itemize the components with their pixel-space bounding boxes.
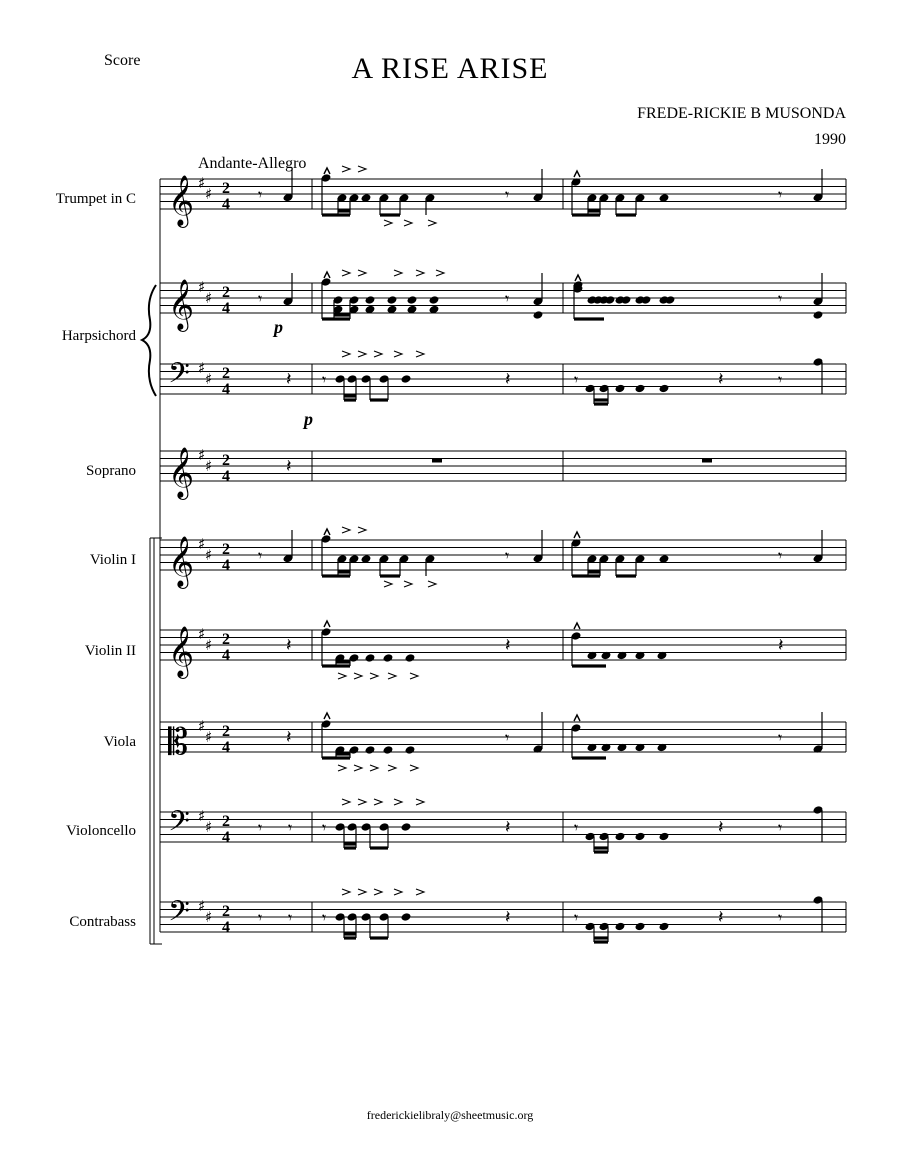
beam bbox=[336, 660, 350, 663]
sharp-icon: ♯ bbox=[198, 897, 206, 915]
accent-icon bbox=[416, 270, 424, 276]
quarter-rest-icon: 𝄽 bbox=[505, 635, 511, 656]
accent-icon bbox=[370, 765, 378, 771]
beam bbox=[322, 574, 350, 577]
beam bbox=[572, 574, 600, 577]
accent-icon bbox=[338, 765, 346, 771]
eighth-rest-icon: 𝄾 bbox=[778, 546, 783, 565]
bass-clef-icon: 𝄢 bbox=[168, 805, 190, 845]
note-head bbox=[383, 653, 394, 663]
eighth-rest-icon: 𝄾 bbox=[778, 289, 783, 308]
accent-icon bbox=[416, 351, 424, 357]
eighth-rest-icon: 𝄾 bbox=[322, 370, 327, 389]
accent-icon bbox=[374, 351, 382, 357]
accent-icon bbox=[410, 673, 418, 679]
accent-icon bbox=[358, 889, 366, 895]
quarter-rest-icon: 𝄽 bbox=[286, 369, 292, 390]
time-signature-top: 2 bbox=[222, 541, 230, 558]
treble-clef-icon: 𝄞 bbox=[168, 279, 195, 330]
sharp-icon: ♯ bbox=[205, 457, 213, 475]
bass-clef-icon: 𝄢 bbox=[168, 357, 190, 397]
note-head bbox=[429, 295, 440, 305]
beam bbox=[334, 313, 350, 316]
beam bbox=[574, 317, 604, 320]
quarter-rest-icon: 𝄽 bbox=[286, 456, 292, 477]
treble-clef-icon: 𝄞 bbox=[168, 175, 195, 226]
note-head bbox=[615, 922, 626, 932]
accent-icon bbox=[342, 889, 350, 895]
quarter-rest-icon: 𝄽 bbox=[778, 635, 784, 656]
sharp-icon: ♯ bbox=[198, 446, 206, 464]
beam bbox=[572, 213, 600, 216]
accent-icon bbox=[358, 799, 366, 805]
whole-rest-icon bbox=[432, 459, 442, 463]
sharp-icon: ♯ bbox=[205, 546, 213, 564]
accent-icon bbox=[394, 889, 402, 895]
sharp-icon: ♯ bbox=[198, 174, 206, 192]
note-head bbox=[401, 374, 412, 384]
marcato-icon bbox=[324, 272, 330, 278]
quarter-rest-icon: 𝄽 bbox=[286, 635, 292, 656]
eighth-rest-icon: 𝄾 bbox=[778, 818, 783, 837]
accent-icon bbox=[358, 166, 366, 172]
sharp-icon: ♯ bbox=[205, 289, 213, 307]
note-head bbox=[659, 922, 670, 932]
beam bbox=[594, 846, 608, 849]
eighth-rest-icon: 𝄾 bbox=[288, 908, 293, 927]
accent-icon bbox=[374, 799, 382, 805]
beam bbox=[338, 570, 350, 573]
eighth-rest-icon: 𝄾 bbox=[505, 728, 510, 747]
sharp-icon: ♯ bbox=[198, 625, 206, 643]
note-head bbox=[635, 384, 646, 394]
beam bbox=[616, 574, 636, 577]
time-signature-top: 2 bbox=[222, 452, 230, 469]
whole-rest-icon bbox=[702, 459, 712, 463]
note-head bbox=[365, 653, 376, 663]
eighth-rest-icon: 𝄾 bbox=[258, 546, 263, 565]
beam bbox=[594, 940, 608, 943]
accent-icon bbox=[416, 889, 424, 895]
time-signature-top: 2 bbox=[222, 903, 230, 920]
marcato-icon bbox=[324, 713, 330, 719]
sharp-icon: ♯ bbox=[205, 185, 213, 203]
score-label: Score bbox=[104, 52, 141, 69]
instrument-label-soprano: Soprano bbox=[86, 463, 136, 479]
beam bbox=[344, 936, 356, 939]
year: 1990 bbox=[814, 131, 846, 148]
sharp-icon: ♯ bbox=[198, 807, 206, 825]
eighth-rest-icon: 𝄾 bbox=[574, 908, 579, 927]
accent-icon bbox=[342, 270, 350, 276]
note-head bbox=[635, 832, 646, 842]
beam bbox=[588, 209, 600, 212]
time-signature-bottom: 4 bbox=[222, 196, 230, 213]
instrument-label-contrabass: Contrabass bbox=[69, 914, 136, 930]
beam bbox=[616, 213, 636, 216]
bass-clef-icon: 𝄢 bbox=[168, 895, 190, 935]
harpsichord-brace bbox=[142, 285, 156, 396]
sharp-icon: ♯ bbox=[205, 908, 213, 926]
alto-clef-icon: 𝄡 bbox=[168, 722, 189, 763]
time-signature-bottom: 4 bbox=[222, 829, 230, 846]
note-head bbox=[401, 912, 412, 922]
eighth-rest-icon: 𝄾 bbox=[778, 370, 783, 389]
time-signature-bottom: 4 bbox=[222, 381, 230, 398]
accent-icon bbox=[384, 581, 392, 587]
accent-icon bbox=[436, 270, 444, 276]
quarter-rest-icon: 𝄽 bbox=[505, 817, 511, 838]
beam bbox=[370, 936, 388, 939]
accent-icon bbox=[404, 220, 412, 226]
beam bbox=[380, 574, 400, 577]
time-signature-top: 2 bbox=[222, 631, 230, 648]
marcato-icon bbox=[324, 168, 330, 174]
time-signature-bottom: 4 bbox=[222, 647, 230, 664]
beam bbox=[594, 398, 608, 401]
beam bbox=[322, 317, 350, 320]
accent-icon bbox=[394, 270, 402, 276]
eighth-rest-icon: 𝄾 bbox=[258, 818, 263, 837]
eighth-rest-icon: 𝄾 bbox=[505, 185, 510, 204]
marcato-icon bbox=[324, 621, 330, 627]
page-title: A RISE ARISE bbox=[351, 52, 549, 85]
beam bbox=[322, 664, 350, 667]
accent-icon bbox=[428, 581, 436, 587]
beam bbox=[338, 209, 350, 212]
quarter-rest-icon: 𝄽 bbox=[505, 907, 511, 928]
accent-icon bbox=[394, 351, 402, 357]
time-signature-top: 2 bbox=[222, 813, 230, 830]
accent-icon bbox=[354, 765, 362, 771]
marcato-icon bbox=[574, 715, 580, 721]
accent-icon bbox=[394, 799, 402, 805]
accent-icon bbox=[428, 220, 436, 226]
beam bbox=[322, 756, 350, 759]
accent-icon bbox=[342, 351, 350, 357]
instrument-label-trumpet: Trumpet in C bbox=[55, 191, 136, 207]
accent-icon bbox=[370, 673, 378, 679]
footer-email: frederickielibraly@sheetmusic.org bbox=[366, 1108, 534, 1122]
accent-icon bbox=[338, 673, 346, 679]
beam bbox=[572, 664, 606, 667]
sharp-icon: ♯ bbox=[198, 359, 206, 377]
eighth-rest-icon: 𝄾 bbox=[574, 370, 579, 389]
treble-clef-icon: 𝄞 bbox=[168, 536, 195, 587]
sharp-icon: ♯ bbox=[198, 535, 206, 553]
accent-icon bbox=[404, 581, 412, 587]
note-head bbox=[365, 295, 376, 305]
sharp-icon: ♯ bbox=[205, 370, 213, 388]
accent-icon bbox=[410, 765, 418, 771]
eighth-rest-icon: 𝄾 bbox=[322, 908, 327, 927]
note-head bbox=[407, 295, 418, 305]
dynamic-p-harpsichord-rh: p bbox=[274, 317, 283, 337]
quarter-rest-icon: 𝄽 bbox=[505, 369, 511, 390]
marcato-icon bbox=[574, 623, 580, 629]
note-head bbox=[405, 745, 416, 755]
note-head bbox=[659, 832, 670, 842]
beam bbox=[344, 846, 356, 849]
sharp-icon: ♯ bbox=[198, 278, 206, 296]
beam bbox=[370, 398, 388, 401]
instrument-label-violin-1: Violin I bbox=[89, 552, 136, 568]
beam bbox=[370, 846, 388, 849]
note-head bbox=[533, 310, 544, 320]
beam bbox=[594, 936, 608, 939]
accent-icon bbox=[358, 527, 366, 533]
time-signature-bottom: 4 bbox=[222, 468, 230, 485]
note-head bbox=[659, 384, 670, 394]
beam bbox=[344, 932, 356, 935]
eighth-rest-icon: 𝄾 bbox=[258, 185, 263, 204]
note-head bbox=[365, 745, 376, 755]
time-signature-top: 2 bbox=[222, 284, 230, 301]
time-signature-bottom: 4 bbox=[222, 739, 230, 756]
beam bbox=[344, 842, 356, 845]
sharp-icon: ♯ bbox=[198, 717, 206, 735]
sharp-icon: ♯ bbox=[205, 818, 213, 836]
note-head bbox=[635, 922, 646, 932]
note-head bbox=[401, 822, 412, 832]
beam bbox=[336, 752, 350, 755]
eighth-rest-icon: 𝄾 bbox=[505, 289, 510, 308]
staves bbox=[142, 179, 846, 944]
beam bbox=[380, 213, 400, 216]
accent-icon bbox=[358, 270, 366, 276]
treble-clef-icon: 𝄞 bbox=[168, 447, 195, 498]
eighth-rest-icon: 𝄾 bbox=[778, 908, 783, 927]
marcato-icon bbox=[575, 275, 581, 281]
marcato-icon bbox=[324, 529, 330, 535]
quarter-rest-icon: 𝄽 bbox=[718, 817, 724, 838]
beam bbox=[572, 756, 606, 759]
time-signature-top: 2 bbox=[222, 365, 230, 382]
note-head bbox=[405, 653, 416, 663]
time-signature-top: 2 bbox=[222, 723, 230, 740]
time-signature-bottom: 4 bbox=[222, 557, 230, 574]
eighth-rest-icon: 𝄾 bbox=[258, 908, 263, 927]
accent-icon bbox=[416, 799, 424, 805]
beam bbox=[344, 394, 356, 397]
eighth-rest-icon: 𝄾 bbox=[574, 818, 579, 837]
note-head bbox=[615, 832, 626, 842]
quarter-rest-icon: 𝄽 bbox=[286, 727, 292, 748]
accent-icon bbox=[374, 889, 382, 895]
time-signature-bottom: 4 bbox=[222, 919, 230, 936]
accent-icon bbox=[354, 673, 362, 679]
instrument-label-viola: Viola bbox=[103, 734, 136, 750]
marcato-icon bbox=[574, 532, 580, 538]
accent-icon bbox=[384, 220, 392, 226]
composer: FREDE-RICKIE B MUSONDA bbox=[637, 105, 846, 122]
accent-icon bbox=[342, 799, 350, 805]
eighth-rest-icon: 𝄾 bbox=[778, 728, 783, 747]
time-signature-bottom: 4 bbox=[222, 300, 230, 317]
instrument-label-violin-2: Violin II bbox=[84, 643, 136, 659]
accent-icon bbox=[342, 527, 350, 533]
beam bbox=[588, 570, 600, 573]
accent-icon bbox=[388, 673, 396, 679]
eighth-rest-icon: 𝄾 bbox=[778, 185, 783, 204]
sharp-icon: ♯ bbox=[205, 728, 213, 746]
eighth-rest-icon: 𝄾 bbox=[322, 818, 327, 837]
beam bbox=[594, 402, 608, 405]
marcato-icon bbox=[574, 171, 580, 177]
quarter-rest-icon: 𝄽 bbox=[718, 369, 724, 390]
beam bbox=[344, 398, 356, 401]
tempo-marking: Andante-Allegro bbox=[198, 155, 307, 172]
note-head bbox=[615, 384, 626, 394]
eighth-rest-icon: 𝄾 bbox=[288, 818, 293, 837]
instrument-label-violoncello: Violoncello bbox=[66, 823, 136, 839]
time-signature-top: 2 bbox=[222, 180, 230, 197]
beam bbox=[322, 213, 350, 216]
note-head bbox=[387, 295, 398, 305]
accent-icon bbox=[358, 351, 366, 357]
note-head bbox=[383, 745, 394, 755]
sharp-icon: ♯ bbox=[205, 636, 213, 654]
eighth-rest-icon: 𝄾 bbox=[258, 289, 263, 308]
note-head bbox=[813, 310, 824, 320]
instrument-label-harpsichord: Harpsichord bbox=[61, 328, 136, 344]
accent-icon bbox=[388, 765, 396, 771]
eighth-rest-icon: 𝄾 bbox=[505, 546, 510, 565]
accent-icon bbox=[342, 166, 350, 172]
treble-clef-icon: 𝄞 bbox=[168, 626, 195, 677]
beam bbox=[594, 850, 608, 853]
quarter-rest-icon: 𝄽 bbox=[718, 907, 724, 928]
dynamic-p-harpsichord-lh: p bbox=[304, 409, 313, 429]
